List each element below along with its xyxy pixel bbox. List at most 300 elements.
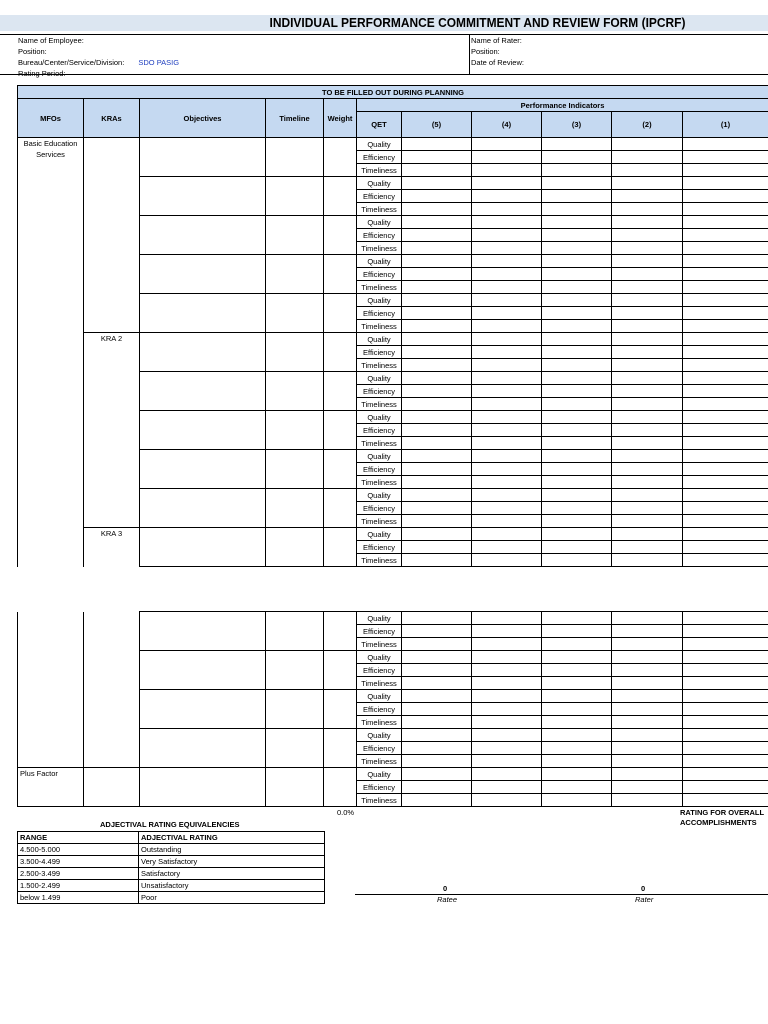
kra-cell[interactable]: KRA 3 xyxy=(84,528,140,567)
rating-4-cell[interactable] xyxy=(472,450,542,463)
rating-3-cell[interactable] xyxy=(542,281,612,294)
rating-4-cell[interactable] xyxy=(472,794,542,807)
rating-5-cell[interactable] xyxy=(402,541,472,554)
rating-2-cell[interactable] xyxy=(612,307,683,320)
rating-1-cell[interactable] xyxy=(683,768,768,781)
weight-cell[interactable] xyxy=(324,450,357,489)
rating-4-cell[interactable] xyxy=(472,333,542,346)
rating-5-cell[interactable] xyxy=(402,664,472,677)
rating-3-cell[interactable] xyxy=(542,612,612,625)
rating-3-cell[interactable] xyxy=(542,768,612,781)
rating-5-cell[interactable] xyxy=(402,638,472,651)
rating-3-cell[interactable] xyxy=(542,203,612,216)
rating-4-cell[interactable] xyxy=(472,294,542,307)
rating-4-cell[interactable] xyxy=(472,664,542,677)
rating-5-cell[interactable] xyxy=(402,216,472,229)
rating-1-cell[interactable] xyxy=(683,716,768,729)
rating-5-cell[interactable] xyxy=(402,333,472,346)
weight-cell[interactable] xyxy=(324,372,357,411)
timeline-cell[interactable] xyxy=(266,768,324,807)
rating-2-cell[interactable] xyxy=(612,489,683,502)
rating-3-cell[interactable] xyxy=(542,463,612,476)
weight-cell[interactable] xyxy=(324,177,357,216)
rating-4-cell[interactable] xyxy=(472,138,542,151)
weight-cell[interactable] xyxy=(324,768,357,807)
rating-3-cell[interactable] xyxy=(542,177,612,190)
timeline-cell[interactable] xyxy=(266,255,324,294)
rating-4-cell[interactable] xyxy=(472,677,542,690)
rating-4-cell[interactable] xyxy=(472,242,542,255)
timeline-cell[interactable] xyxy=(266,651,324,690)
rating-1-cell[interactable] xyxy=(683,177,768,190)
rating-5-cell[interactable] xyxy=(402,190,472,203)
objective-cell[interactable] xyxy=(140,690,266,729)
rating-2-cell[interactable] xyxy=(612,190,683,203)
rating-4-cell[interactable] xyxy=(472,385,542,398)
rating-2-cell[interactable] xyxy=(612,203,683,216)
rating-3-cell[interactable] xyxy=(542,515,612,528)
rating-2-cell[interactable] xyxy=(612,703,683,716)
rating-4-cell[interactable] xyxy=(472,528,542,541)
rating-5-cell[interactable] xyxy=(402,703,472,716)
rating-5-cell[interactable] xyxy=(402,554,472,567)
weight-cell[interactable] xyxy=(324,333,357,372)
rating-2-cell[interactable] xyxy=(612,651,683,664)
rating-2-cell[interactable] xyxy=(612,515,683,528)
rating-4-cell[interactable] xyxy=(472,755,542,768)
objective-cell[interactable] xyxy=(140,216,266,255)
rating-5-cell[interactable] xyxy=(402,437,472,450)
rating-5-cell[interactable] xyxy=(402,716,472,729)
rating-5-cell[interactable] xyxy=(402,242,472,255)
rating-3-cell[interactable] xyxy=(542,716,612,729)
rating-2-cell[interactable] xyxy=(612,320,683,333)
rating-3-cell[interactable] xyxy=(542,333,612,346)
rating-4-cell[interactable] xyxy=(472,346,542,359)
rating-2-cell[interactable] xyxy=(612,242,683,255)
rating-2-cell[interactable] xyxy=(612,268,683,281)
rating-2-cell[interactable] xyxy=(612,281,683,294)
rating-1-cell[interactable] xyxy=(683,229,768,242)
rating-1-cell[interactable] xyxy=(683,411,768,424)
rating-5-cell[interactable] xyxy=(402,690,472,703)
rating-4-cell[interactable] xyxy=(472,372,542,385)
rating-5-cell[interactable] xyxy=(402,489,472,502)
objective-cell[interactable] xyxy=(140,450,266,489)
rating-1-cell[interactable] xyxy=(683,398,768,411)
rating-4-cell[interactable] xyxy=(472,716,542,729)
rating-5-cell[interactable] xyxy=(402,411,472,424)
rating-5-cell[interactable] xyxy=(402,528,472,541)
rating-2-cell[interactable] xyxy=(612,502,683,515)
objective-cell[interactable] xyxy=(140,411,266,450)
rating-1-cell[interactable] xyxy=(683,528,768,541)
rating-1-cell[interactable] xyxy=(683,255,768,268)
rating-3-cell[interactable] xyxy=(542,385,612,398)
rating-5-cell[interactable] xyxy=(402,255,472,268)
equivalency-row xyxy=(18,856,325,868)
rating-1-cell[interactable] xyxy=(683,476,768,489)
rating-4-cell[interactable] xyxy=(472,742,542,755)
rating-3-cell[interactable] xyxy=(542,255,612,268)
rating-2-cell[interactable] xyxy=(612,690,683,703)
rating-1-cell[interactable] xyxy=(683,541,768,554)
rating-2-cell[interactable] xyxy=(612,541,683,554)
rating-4-cell[interactable] xyxy=(472,398,542,411)
rating-5-cell[interactable] xyxy=(402,164,472,177)
rating-2-cell[interactable] xyxy=(612,625,683,638)
qet-label: Efficiency xyxy=(357,541,402,554)
weight-cell[interactable] xyxy=(324,528,357,567)
rating-4-cell[interactable] xyxy=(472,463,542,476)
rating-2-cell[interactable] xyxy=(612,255,683,268)
rating-1-cell[interactable] xyxy=(683,742,768,755)
objective-cell[interactable] xyxy=(140,768,266,807)
kra-cell[interactable]: KRA 2 xyxy=(84,333,140,528)
rating-5-cell[interactable] xyxy=(402,768,472,781)
rating-4-cell[interactable] xyxy=(472,612,542,625)
rating-1-cell[interactable] xyxy=(683,794,768,807)
rating-2-cell[interactable] xyxy=(612,528,683,541)
rating-4-cell[interactable] xyxy=(472,781,542,794)
eq-rating: Very Satisfactory xyxy=(139,856,325,868)
rating-4-cell[interactable] xyxy=(472,703,542,716)
rating-1-cell[interactable] xyxy=(683,450,768,463)
rating-2-cell[interactable] xyxy=(612,677,683,690)
weight-cell[interactable] xyxy=(324,216,357,255)
timeline-cell[interactable] xyxy=(266,333,324,372)
objective-cell[interactable] xyxy=(140,528,266,567)
rating-4-cell[interactable] xyxy=(472,489,542,502)
rating-5-cell[interactable] xyxy=(402,450,472,463)
rating-5-cell[interactable] xyxy=(402,385,472,398)
rating-1-cell[interactable] xyxy=(683,164,768,177)
rating-2-cell[interactable] xyxy=(612,359,683,372)
rating-1-cell[interactable] xyxy=(683,625,768,638)
weight-cell[interactable] xyxy=(324,411,357,450)
timeline-cell[interactable] xyxy=(266,690,324,729)
rating-2-cell[interactable] xyxy=(612,742,683,755)
qet-label: Timeliness xyxy=(357,203,402,216)
rating-1-cell[interactable] xyxy=(683,690,768,703)
rating-2-cell[interactable] xyxy=(612,612,683,625)
rating-4-cell[interactable] xyxy=(472,190,542,203)
rating-2-cell[interactable] xyxy=(612,346,683,359)
rating-1-cell[interactable] xyxy=(683,437,768,450)
rating-4-cell[interactable] xyxy=(472,151,542,164)
rating-3-cell[interactable] xyxy=(542,554,612,567)
timeline-cell[interactable] xyxy=(266,489,324,528)
rating-3-cell[interactable] xyxy=(542,151,612,164)
rating-3-cell[interactable] xyxy=(542,677,612,690)
rating-3-cell[interactable] xyxy=(542,424,612,437)
rating-5-cell[interactable] xyxy=(402,476,472,489)
rating-4-cell[interactable] xyxy=(472,541,542,554)
rating-3-cell[interactable] xyxy=(542,411,612,424)
rating-5-cell[interactable] xyxy=(402,755,472,768)
weight-cell[interactable] xyxy=(324,255,357,294)
rating-4-cell[interactable] xyxy=(472,255,542,268)
rating-5-cell[interactable] xyxy=(402,515,472,528)
rating-1-cell[interactable] xyxy=(683,755,768,768)
rating-1-cell[interactable] xyxy=(683,372,768,385)
rating-1-cell[interactable] xyxy=(683,515,768,528)
objective-cell[interactable] xyxy=(140,294,266,333)
rating-2-cell[interactable] xyxy=(612,411,683,424)
rating-4-cell[interactable] xyxy=(472,424,542,437)
rating-2-cell[interactable] xyxy=(612,177,683,190)
timeline-cell[interactable] xyxy=(266,372,324,411)
timeline-cell[interactable] xyxy=(266,528,324,567)
rating-3-cell[interactable] xyxy=(542,190,612,203)
rating-1-cell[interactable] xyxy=(683,151,768,164)
objective-cell[interactable] xyxy=(140,333,266,372)
rating-2-cell[interactable] xyxy=(612,398,683,411)
rating-4-cell[interactable] xyxy=(472,203,542,216)
rating-3-cell[interactable] xyxy=(542,476,612,489)
rating-3-cell[interactable] xyxy=(542,294,612,307)
rating-5-cell[interactable] xyxy=(402,781,472,794)
col-qet: QET xyxy=(357,112,402,138)
rating-2-cell[interactable] xyxy=(612,768,683,781)
weight-cell[interactable] xyxy=(324,294,357,333)
rating-2-cell[interactable] xyxy=(612,151,683,164)
rating-3-cell[interactable] xyxy=(542,359,612,372)
rating-3-cell[interactable] xyxy=(542,346,612,359)
rating-2-cell[interactable] xyxy=(612,372,683,385)
rating-4-cell[interactable] xyxy=(472,268,542,281)
rating-4-cell[interactable] xyxy=(472,729,542,742)
kra-cell[interactable] xyxy=(84,138,140,333)
rating-4-cell[interactable] xyxy=(472,307,542,320)
rating-1-cell[interactable] xyxy=(683,489,768,502)
rating-3-cell[interactable] xyxy=(542,664,612,677)
rating-5-cell[interactable] xyxy=(402,729,472,742)
objective-cell[interactable] xyxy=(140,612,266,651)
rating-1-cell[interactable] xyxy=(683,664,768,677)
rating-4-cell[interactable] xyxy=(472,281,542,294)
weight-cell[interactable] xyxy=(324,138,357,177)
timeline-cell[interactable] xyxy=(266,138,324,177)
rating-2-cell[interactable] xyxy=(612,385,683,398)
rating-5-cell[interactable] xyxy=(402,268,472,281)
rating-5-cell[interactable] xyxy=(402,359,472,372)
rating-1-cell[interactable] xyxy=(683,385,768,398)
rating-4-cell[interactable] xyxy=(472,229,542,242)
rating-3-cell[interactable] xyxy=(542,138,612,151)
rating-4-cell[interactable] xyxy=(472,476,542,489)
rating-2-cell[interactable] xyxy=(612,554,683,567)
rating-5-cell[interactable] xyxy=(402,203,472,216)
rating-2-cell[interactable] xyxy=(612,437,683,450)
weight-cell[interactable] xyxy=(324,651,357,690)
rating-3-cell[interactable] xyxy=(542,216,612,229)
rating-5-cell[interactable] xyxy=(402,151,472,164)
rating-2-cell[interactable] xyxy=(612,164,683,177)
rating-5-cell[interactable] xyxy=(402,398,472,411)
rating-4-cell[interactable] xyxy=(472,177,542,190)
rating-4-cell[interactable] xyxy=(472,554,542,567)
rating-5-cell[interactable] xyxy=(402,742,472,755)
col-kras: KRAs xyxy=(84,99,140,138)
objective-cell[interactable] xyxy=(140,372,266,411)
rating-5-cell[interactable] xyxy=(402,677,472,690)
weight-cell[interactable] xyxy=(324,489,357,528)
rating-1-cell[interactable] xyxy=(683,463,768,476)
rating-4-cell[interactable] xyxy=(472,651,542,664)
rating-5-cell[interactable] xyxy=(402,177,472,190)
weight-cell[interactable] xyxy=(324,729,357,768)
rating-1-cell[interactable] xyxy=(683,216,768,229)
rating-3-cell[interactable] xyxy=(542,638,612,651)
rating-2-cell[interactable] xyxy=(612,781,683,794)
rating-3-cell[interactable] xyxy=(542,268,612,281)
rating-4-cell[interactable] xyxy=(472,411,542,424)
timeline-cell[interactable] xyxy=(266,216,324,255)
rating-5-cell[interactable] xyxy=(402,229,472,242)
objective-cell[interactable] xyxy=(140,177,266,216)
weight-cell[interactable] xyxy=(324,612,357,651)
rating-2-cell[interactable] xyxy=(612,638,683,651)
kra-cell[interactable] xyxy=(84,612,140,768)
rating-2-cell[interactable] xyxy=(612,729,683,742)
rating-1-cell[interactable] xyxy=(683,346,768,359)
rating-2-cell[interactable] xyxy=(612,755,683,768)
timeline-cell[interactable] xyxy=(266,729,324,768)
rating-3-cell[interactable] xyxy=(542,742,612,755)
rating-1-cell[interactable] xyxy=(683,612,768,625)
rating-1-cell[interactable] xyxy=(683,281,768,294)
rating-3-cell[interactable] xyxy=(542,489,612,502)
timeline-cell[interactable] xyxy=(266,177,324,216)
rating-4-cell[interactable] xyxy=(472,320,542,333)
rating-1-cell[interactable] xyxy=(683,333,768,346)
rating-2-cell[interactable] xyxy=(612,716,683,729)
rating-3-cell[interactable] xyxy=(542,502,612,515)
timeline-cell[interactable] xyxy=(266,411,324,450)
rating-3-cell[interactable] xyxy=(542,755,612,768)
rating-1-cell[interactable] xyxy=(683,703,768,716)
rating-3-cell[interactable] xyxy=(542,164,612,177)
rating-1-cell[interactable] xyxy=(683,677,768,690)
rating-5-cell[interactable] xyxy=(402,372,472,385)
rating-2-cell[interactable] xyxy=(612,424,683,437)
rating-2-cell[interactable] xyxy=(612,333,683,346)
rating-1-cell[interactable] xyxy=(683,651,768,664)
rating-3-cell[interactable] xyxy=(542,320,612,333)
objective-cell[interactable] xyxy=(140,729,266,768)
rating-5-cell[interactable] xyxy=(402,320,472,333)
timeline-cell[interactable] xyxy=(266,294,324,333)
rating-1-cell[interactable] xyxy=(683,502,768,515)
rating-5-cell[interactable] xyxy=(402,625,472,638)
rating-4-cell[interactable] xyxy=(472,164,542,177)
rating-3-cell[interactable] xyxy=(542,703,612,716)
rating-4-cell[interactable] xyxy=(472,768,542,781)
rating-4-cell[interactable] xyxy=(472,625,542,638)
rating-3-cell[interactable] xyxy=(542,651,612,664)
rating-2-cell[interactable] xyxy=(612,450,683,463)
rating-4-cell[interactable] xyxy=(472,638,542,651)
rating-4-cell[interactable] xyxy=(472,690,542,703)
rating-4-cell[interactable] xyxy=(472,515,542,528)
rating-1-cell[interactable] xyxy=(683,307,768,320)
rating-1-cell[interactable] xyxy=(683,781,768,794)
rating-3-cell[interactable] xyxy=(542,450,612,463)
rating-1-cell[interactable] xyxy=(683,294,768,307)
rating-1-cell[interactable] xyxy=(683,203,768,216)
timeline-cell[interactable] xyxy=(266,450,324,489)
rating-3-cell[interactable] xyxy=(542,242,612,255)
rating-1-cell[interactable] xyxy=(683,190,768,203)
rating-3-cell[interactable] xyxy=(542,229,612,242)
rating-5-cell[interactable] xyxy=(402,651,472,664)
rating-5-cell[interactable] xyxy=(402,424,472,437)
rating-3-cell[interactable] xyxy=(542,541,612,554)
rating-3-cell[interactable] xyxy=(542,372,612,385)
rating-3-cell[interactable] xyxy=(542,781,612,794)
rating-4-cell[interactable] xyxy=(472,502,542,515)
rating-5-cell[interactable] xyxy=(402,346,472,359)
rating-5-cell[interactable] xyxy=(402,463,472,476)
rating-5-cell[interactable] xyxy=(402,307,472,320)
rating-3-cell[interactable] xyxy=(542,437,612,450)
rating-4-cell[interactable] xyxy=(472,437,542,450)
rating-1-cell[interactable] xyxy=(683,138,768,151)
rating-1-cell[interactable] xyxy=(683,242,768,255)
rating-2-cell[interactable] xyxy=(612,294,683,307)
rating-1-cell[interactable] xyxy=(683,554,768,567)
rating-3-cell[interactable] xyxy=(542,307,612,320)
rating-3-cell[interactable] xyxy=(542,625,612,638)
rating-1-cell[interactable] xyxy=(683,424,768,437)
rating-1-cell[interactable] xyxy=(683,638,768,651)
rating-1-cell[interactable] xyxy=(683,320,768,333)
rating-2-cell[interactable] xyxy=(612,794,683,807)
rating-5-cell[interactable] xyxy=(402,794,472,807)
rating-2-cell[interactable] xyxy=(612,229,683,242)
rating-2-cell[interactable] xyxy=(612,138,683,151)
rating-1-cell[interactable] xyxy=(683,729,768,742)
objective-cell[interactable] xyxy=(140,651,266,690)
rating-3-cell[interactable] xyxy=(542,398,612,411)
rating-1-cell[interactable] xyxy=(683,268,768,281)
employee-bureau-value: SDO PASIG xyxy=(138,58,180,67)
rating-5-cell[interactable] xyxy=(402,138,472,151)
rating-5-cell[interactable] xyxy=(402,502,472,515)
objective-cell[interactable] xyxy=(140,255,266,294)
rating-3-cell[interactable] xyxy=(542,690,612,703)
objective-cell[interactable] xyxy=(140,489,266,528)
rating-4-cell[interactable] xyxy=(472,216,542,229)
rating-5-cell[interactable] xyxy=(402,612,472,625)
rating-2-cell[interactable] xyxy=(612,463,683,476)
timeline-cell[interactable] xyxy=(266,612,324,651)
rating-3-cell[interactable] xyxy=(542,729,612,742)
weight-cell[interactable] xyxy=(324,690,357,729)
rating-5-cell[interactable] xyxy=(402,294,472,307)
kra-cell[interactable] xyxy=(84,768,140,807)
rating-2-cell[interactable] xyxy=(612,476,683,489)
rating-2-cell[interactable] xyxy=(612,664,683,677)
rating-3-cell[interactable] xyxy=(542,794,612,807)
rating-1-cell[interactable] xyxy=(683,359,768,372)
rating-2-cell[interactable] xyxy=(612,216,683,229)
rating-4-cell[interactable] xyxy=(472,359,542,372)
rating-5-cell[interactable] xyxy=(402,281,472,294)
objective-cell[interactable] xyxy=(140,138,266,177)
rating-3-cell[interactable] xyxy=(542,528,612,541)
